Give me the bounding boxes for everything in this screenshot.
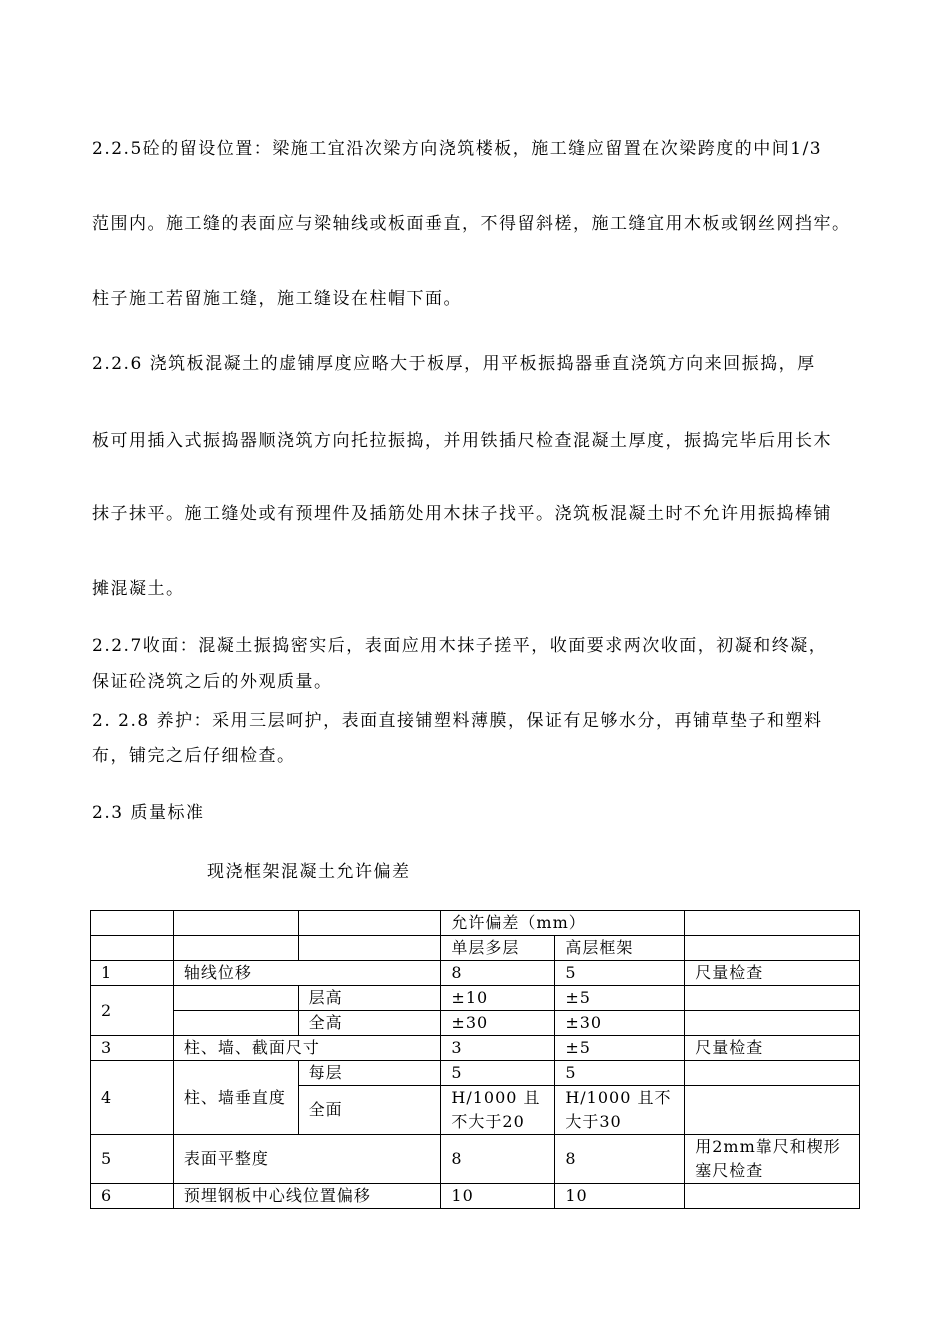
paragraph-line-6: 抹子抹平。施工缝处或有预埋件及插筋处用木抹子找平。浇筑板混凝土时不允许用振捣棒铺 (92, 504, 832, 524)
section-heading: 2.3 质量标准 (92, 803, 205, 823)
paragraph-line-4: 2.2.6 浇筑板混凝土的虚铺厚度应略大于板厚，用平板振捣器垂直浇筑方向来回振捣，厚 (92, 354, 816, 374)
table-row: 5 表面平整度 8 8 用2mm靠尺和楔形塞尺检查 (91, 1135, 860, 1184)
paragraph-line-3: 柱子施工若留施工缝，施工缝设在柱帽下面。 (92, 289, 462, 309)
table-header-row (91, 911, 860, 936)
table-row: 4 柱、墙垂直度 每层 5 5 (91, 1061, 860, 1086)
paragraph-line-11: 布，铺完之后仔细检查。 (92, 746, 296, 766)
paragraph-line-9: 保证砼浇筑之后的外观质量。 (92, 672, 333, 692)
table-row: 3 柱、墙、截面尺寸 3 ±5 尺量检查 (91, 1036, 860, 1061)
paragraph-line-5: 板可用插入式振捣器顺浇筑方向托拉振捣，并用铁插尺检查混凝土厚度，振捣完毕后用长木 (92, 431, 832, 451)
paragraph-line-10: 2. 2.8 养护：采用三层呵护，表面直接铺塑料薄膜，保证有足够水分，再铺草垫子和塑料 (92, 711, 823, 731)
table-caption: 现浇框架混凝土允许偏差 (207, 862, 411, 882)
paragraph-line-8: 2.2.7收面：混凝土振捣密实后，表面应用木抹子搓平，收面要求两次收面，初凝和终凝， (92, 636, 828, 656)
header-high-frame: 高层框架 (555, 936, 685, 961)
table-subheader-row (91, 936, 860, 961)
deviation-table (90, 910, 860, 1209)
table-row: 2 层高 ±10 ±5 (91, 986, 860, 1011)
header-single-multi: 单层多层 (441, 936, 555, 961)
table-row: 1 轴线位移 8 5 尺量检查 (91, 961, 860, 986)
paragraph-line-2: 范围内。施工缝的表面应与梁轴线或板面垂直，不得留斜槎，施工缝宜用木板或钢丝网挡牢。 (92, 214, 851, 234)
table-row: 全面 H/1000 且不大于20 H/1000 且不大于30 (91, 1086, 860, 1135)
header-allowed-deviation: 允许偏差（mm） (441, 911, 685, 936)
table-row: 6 预埋钢板中心线位置偏移 10 10 (91, 1184, 860, 1209)
table-row: 全高 ±30 ±30 (91, 1011, 860, 1036)
paragraph-line-7: 摊混凝土。 (92, 579, 185, 599)
paragraph-line-1: 2.2.5砼的留设位置：梁施工宜沿次梁方向浇筑楼板，施工缝应留置在次梁跨度的中间1/3 (92, 139, 823, 159)
